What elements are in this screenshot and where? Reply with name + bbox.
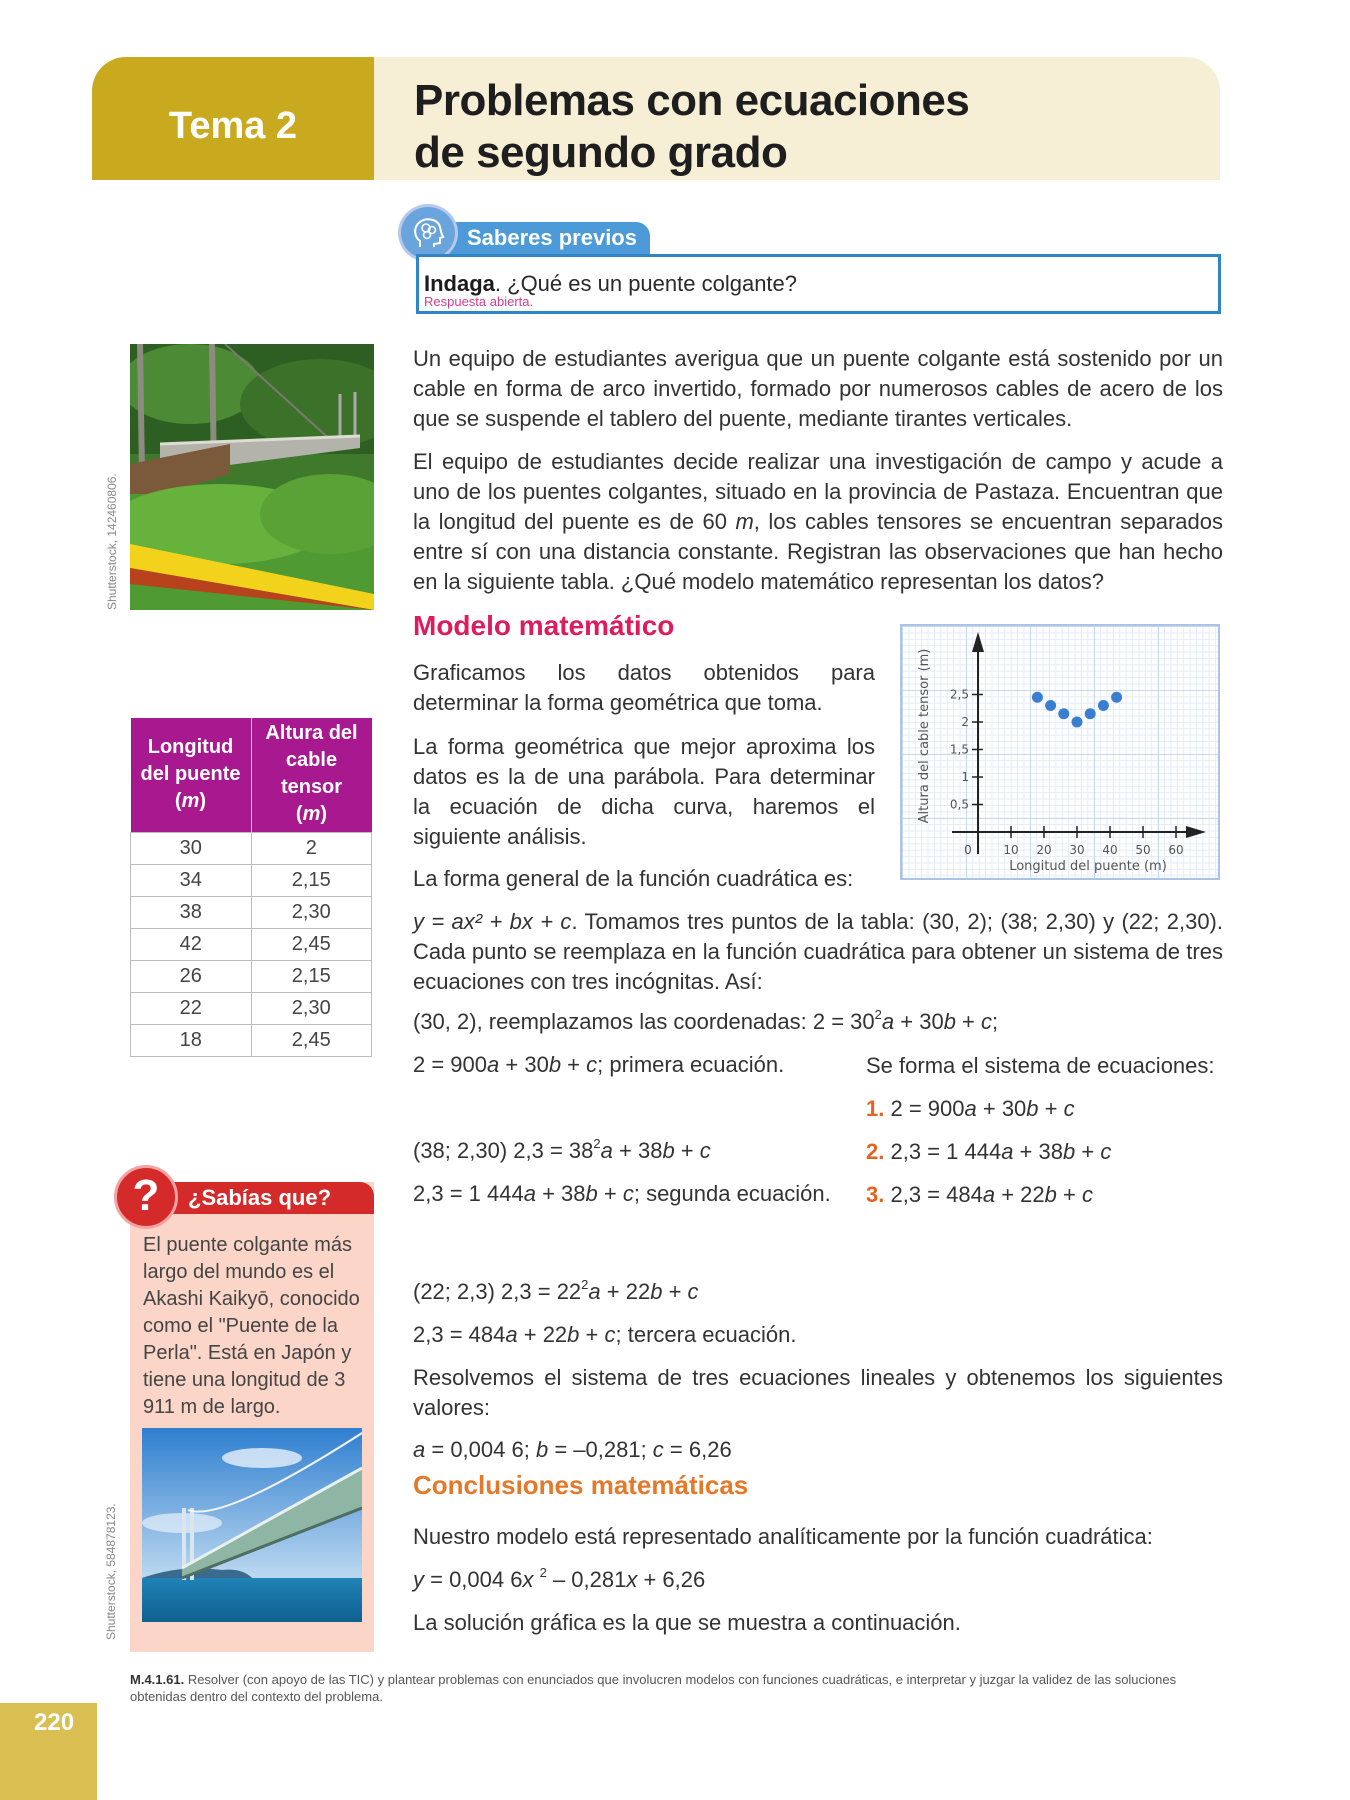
scatter-plot-svg [902,626,1218,878]
table-row [131,929,372,961]
curriculum-code: M.4.1.61. [130,1672,185,1687]
table-cell: 2,15 [251,961,372,993]
general-quadratic-eq: y = ax² + bx + c [413,909,572,934]
saberes-previos-tab [430,222,650,254]
sistema-eq-3: 3. 2,3 = 484a + 22b + c [866,1182,1093,1207]
col-header-altura-label: Altura del cable tensor [265,722,358,798]
intro-p2-a: El equipo de estudiantes decide realizar una investigación de campo y acude a uno de los puentes colgantes, situado en la provincia de Pastaza. Encuentran que la longitud del puente es de 60 [413,449,1223,534]
data-point [1098,700,1109,711]
table-cell: 2,30 [251,897,372,929]
step-1-text: (30, 2), reemplazamos las coordenadas: $2 = 30^2a + 30b + c$; [413,1007,999,1034]
modelo-paragraph-1: Graficamos los datos obtenidos para determinar la forma geométrica que toma. [413,660,875,715]
svg-text:0: 0 [964,843,972,857]
eq-number: 3. [866,1182,885,1207]
step-2-text: 2 = 900a + 30b + c; primera ecuación. [413,1052,785,1077]
indaga-text: . ¿Qué es un puente colgante? [494,271,798,296]
curriculum-note [130,1671,1222,1705]
col-header-longitud: Longitud del puente (m) [131,718,252,833]
step-2 [413,1050,853,1080]
eq-number: 2. [866,1139,885,1164]
bridge-data-table [130,718,372,1057]
tema-label: Tema 2 [168,105,298,147]
step-4 [413,1179,853,1209]
table-cell: 2,45 [251,1025,372,1057]
sabias-que-title: ¿Sabías que? [188,1185,332,1210]
svg-text:2: 2 [961,715,969,729]
step-6: 2,3 = 484a + 22b + c; tercera ecuación. [413,1322,797,1347]
final-equation: y = 0,004 6x $^2$ – 0,281x + 6,26 [413,1565,706,1592]
col-header-altura: Altura del cable tensor (m) [251,718,372,833]
svg-text:Altura del cable tensor (m): Altura del cable tensor (m) [917,648,932,824]
conclusiones-paragraph-1: Nuestro modelo está representado analíticamente por la función cuadrática: [413,1524,1153,1549]
step-3 [413,1136,853,1166]
table-cell: 38 [131,897,252,929]
col-header-longitud-label: Longitud del puente [140,735,241,785]
table-cell: 42 [131,929,252,961]
title-line-1: Problemas con ecuaciones [414,76,970,125]
sistema-eq-1: 1. 2 = 900a + 30b + c [866,1096,1075,1121]
table-cell: 30 [131,833,252,865]
svg-text:1: 1 [961,770,969,784]
eq-number: 1. [866,1096,885,1121]
svg-text:30: 30 [1069,843,1085,857]
table-cell: 26 [131,961,252,993]
modelo-p4-text: . Tomamos tres puntos de la tabla: (30, 2); (38; 2,30) y (22; 2,30). Cada punto se reemplaza en la función cuadrática para obtener un sistema de tres ecuaciones con tres incógnitas. Así: [413,909,1223,994]
modelo-paragraph-2: La forma geométrica que mejor aproxima los datos es la de una parábola. Para determinar la ecuación de dicha curva, haremos el siguiente análisis. [413,734,875,849]
sistema-title: Se forma el sistema de ecuaciones: [866,1053,1215,1078]
svg-text:Longitud del puente (m): Longitud del puente (m) [1009,859,1167,874]
table-row [131,993,372,1025]
unit-label: m [181,789,200,812]
step-4-text: 2,3 = 1 444a + 38b + c; segunda ecuación. [413,1181,831,1206]
data-point [1032,692,1043,703]
table-row [131,897,372,929]
brain-head-svg [408,213,448,253]
question-mark-icon: ? [114,1165,178,1229]
intro-paragraph-2 [413,447,1223,597]
table-cell: 18 [131,1025,252,1057]
indaga-question [424,273,1218,295]
conclusiones-heading: Conclusiones matemáticas [413,1470,749,1500]
svg-text:0,5: 0,5 [949,797,969,812]
table-row [131,1025,372,1057]
bridge-jungle-image [130,344,374,610]
svg-text:60: 60 [1168,843,1184,857]
step-3-text: (38; 2,30) $2,3 = 38^2a + 38b + c$ [413,1136,711,1163]
table-cell: 2,45 [251,929,372,961]
saberes-previos-label: Saberes previos [467,225,637,250]
page-title [374,57,1220,180]
svg-text:1,5: 1,5 [949,742,969,757]
photo1-credit: Shutterstock, 142460806. [105,473,119,610]
svg-text:50: 50 [1135,843,1151,857]
step-7: Resolvemos el sistema de tres ecuaciones lineales y obtenemos los siguientes valores: [413,1365,1223,1420]
akashi-bridge-image [142,1428,362,1622]
conclusiones-paragraph-3: La solución gráfica es la que se muestra a continuación. [413,1610,961,1635]
curriculum-text: Resolver (con apoyo de las TIC) y plantear problemas con enunciados que involucren modelos con funciones cuadráticas, e interpretar y juzgar la validez de las soluciones obtenidas dentro del contexto del problema. [130,1672,1177,1704]
table-cell: 22 [131,993,252,1025]
data-point [1111,692,1122,703]
data-point [1072,717,1083,728]
modelo-heading: Modelo matemático [413,610,675,641]
table-cell: 2,30 [251,993,372,1025]
step-5: (22; 2,3) $2,3 = 22^2a + 22b + c$ [413,1277,699,1304]
svg-text:40: 40 [1102,843,1118,857]
modelo-paragraph-3: La forma general de la función cuadrática es: [413,866,854,891]
svg-text:10: 10 [1003,843,1019,857]
table-row [131,833,372,865]
scatter-chart [900,624,1220,880]
svg-text:2,5: 2,5 [949,687,969,702]
photo2-credit: Shutterstock, 584878123. [104,1503,118,1640]
indaga-box [416,254,1221,314]
svg-text:20: 20 [1036,843,1052,857]
intro-p2-b: , los cables tensores se encuentran separados entre sí con una distancia constante. Registran las observaciones que han hecho en la siguiente tabla. ¿Qué modelo matemático representan los datos? [413,509,1223,594]
table-cell: 34 [131,865,252,897]
title-line-2: de segundo grado [414,128,788,177]
table-cell: 2 [251,833,372,865]
sistema-eq-2: 2. 2,3 = 1 444a + 38b + c [866,1139,1112,1164]
indaga-answer: Respuesta abierta. [424,294,534,309]
coefficients: a = 0,004 6; b = –0,281; c = 6,26 [413,1437,732,1462]
akashi-bridge-photo [142,1428,362,1622]
unit-label: m [302,803,321,825]
data-point [1058,708,1069,719]
tema-badge [92,57,374,180]
sabias-que-text: El puente colgante más largo del mundo es el Akashi Kaikyō, conocido como el "Puente de la Perla". Está en Japón y tiene una longitud de 3 911 m de largo. [143,1234,360,1418]
table-cell: 2,15 [251,865,372,897]
table-row [131,961,372,993]
table-row [131,865,372,897]
intro-p2-unit: m [735,509,754,534]
indaga-label: Indaga [424,271,495,296]
intro-paragraph-1: Un equipo de estudiantes averigua que un puente colgante está sostenido por un cable en forma de arco invertido, formado por numerosos cables de acero de los que se suspende el tablero del puente, mediante tirantes verticales. [413,346,1223,431]
step-1 [413,1007,1223,1037]
data-point [1085,708,1096,719]
page-number: 220 [0,1703,97,1800]
table-header-row [131,718,372,833]
data-point [1045,700,1056,711]
modelo-paragraph-4 [413,907,1223,997]
suspension-bridge-photo [130,344,374,610]
